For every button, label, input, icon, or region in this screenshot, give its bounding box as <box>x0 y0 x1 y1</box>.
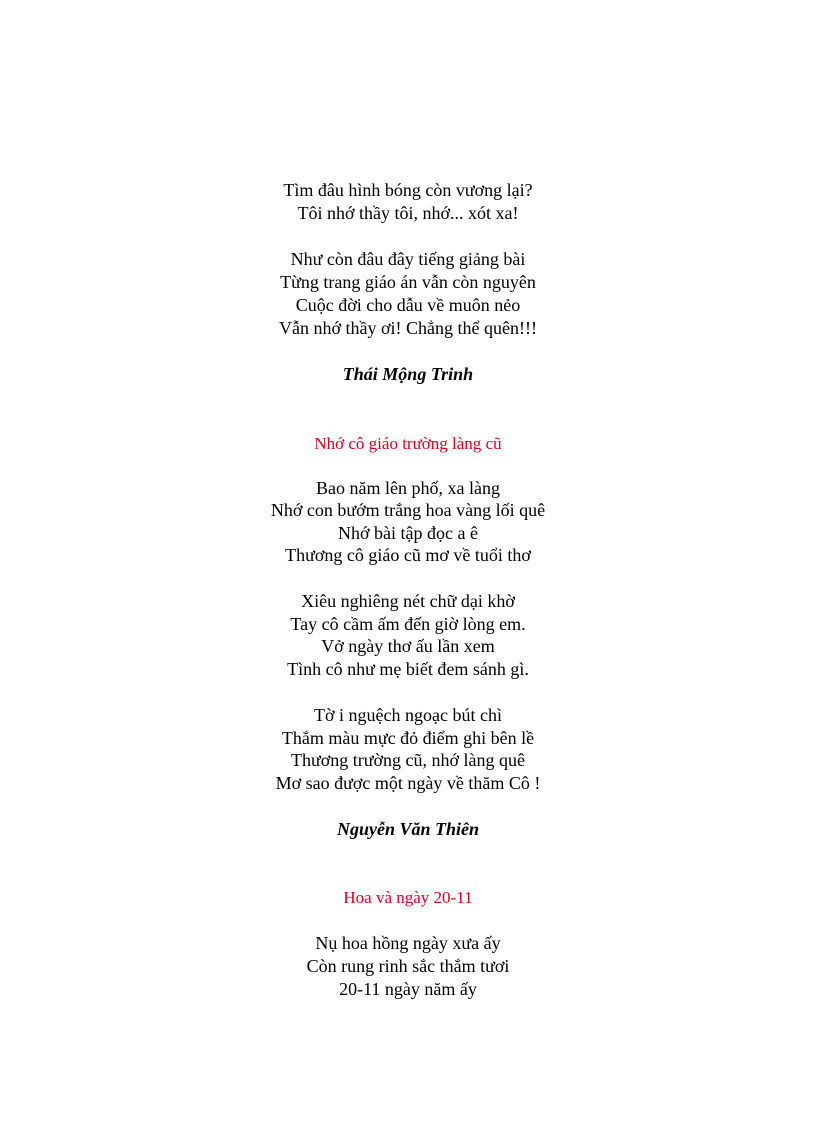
poem1-author: Thái Mộng Trinh <box>342 364 474 384</box>
poem2-line-6: Tay cô cầm ấm đến giờ lòng em. <box>290 614 526 634</box>
poem2-line-10: Thắm màu mực đỏ điểm ghi bên lề <box>281 728 535 748</box>
poem2-line-2: Nhớ con bướm trắng hoa vàng lối quê <box>270 500 546 520</box>
poem1-line-5: Cuộc đời cho dẫu về muôn nẻo <box>295 295 521 315</box>
poem3-line-2: Còn rung rinh sắc thắm tươi <box>306 956 510 976</box>
poem1-line-4: Từng trang giáo án vẫn còn nguyên <box>280 272 536 292</box>
poem1-line-3: Như còn đâu đây tiếng giảng bài <box>290 249 526 269</box>
poem3-title: Hoa và ngày 20-11 <box>343 888 473 907</box>
poem2-line-12: Mơ sao được một ngày về thăm Cô ! <box>275 773 541 793</box>
poem2-line-5: Xiêu nghiêng nét chữ dại khờ <box>301 591 515 611</box>
poem1-line-6: Vẫn nhớ thầy ơi! Chẳng thể quên!!! <box>279 318 537 338</box>
poem2-line-7: Vở ngày thơ ấu lần xem <box>321 636 495 656</box>
poem1-line-1: Tìm đâu hình bóng còn vương lại? <box>283 180 533 200</box>
poem2-line-8: Tình cô như mẹ biết đem sánh gì. <box>287 659 529 679</box>
poem2-author: Nguyễn Văn Thiên <box>336 819 480 839</box>
poem2-line-11: Thương trường cũ, nhớ làng quê <box>290 750 526 770</box>
poem3-line-1: Nụ hoa hồng ngày xưa ấy <box>315 933 501 953</box>
poem2-line-3: Nhớ bài tập đọc a ê <box>338 523 478 543</box>
poem2-line-1: Bao năm lên phố, xa làng <box>316 478 500 498</box>
poem2-line-4: Thương cô giáo cũ mơ về tuổi thơ <box>285 545 531 565</box>
poem2-line-9: Tờ i nguệch ngoạc bút chì <box>314 705 502 725</box>
poem3-line-3: 20-11 ngày năm ấy <box>339 979 477 999</box>
poem1-line-2: Tôi nhớ thầy tôi, nhớ... xót xa! <box>297 203 519 223</box>
poem2-title: Nhớ cô giáo trường làng cũ <box>314 434 502 453</box>
